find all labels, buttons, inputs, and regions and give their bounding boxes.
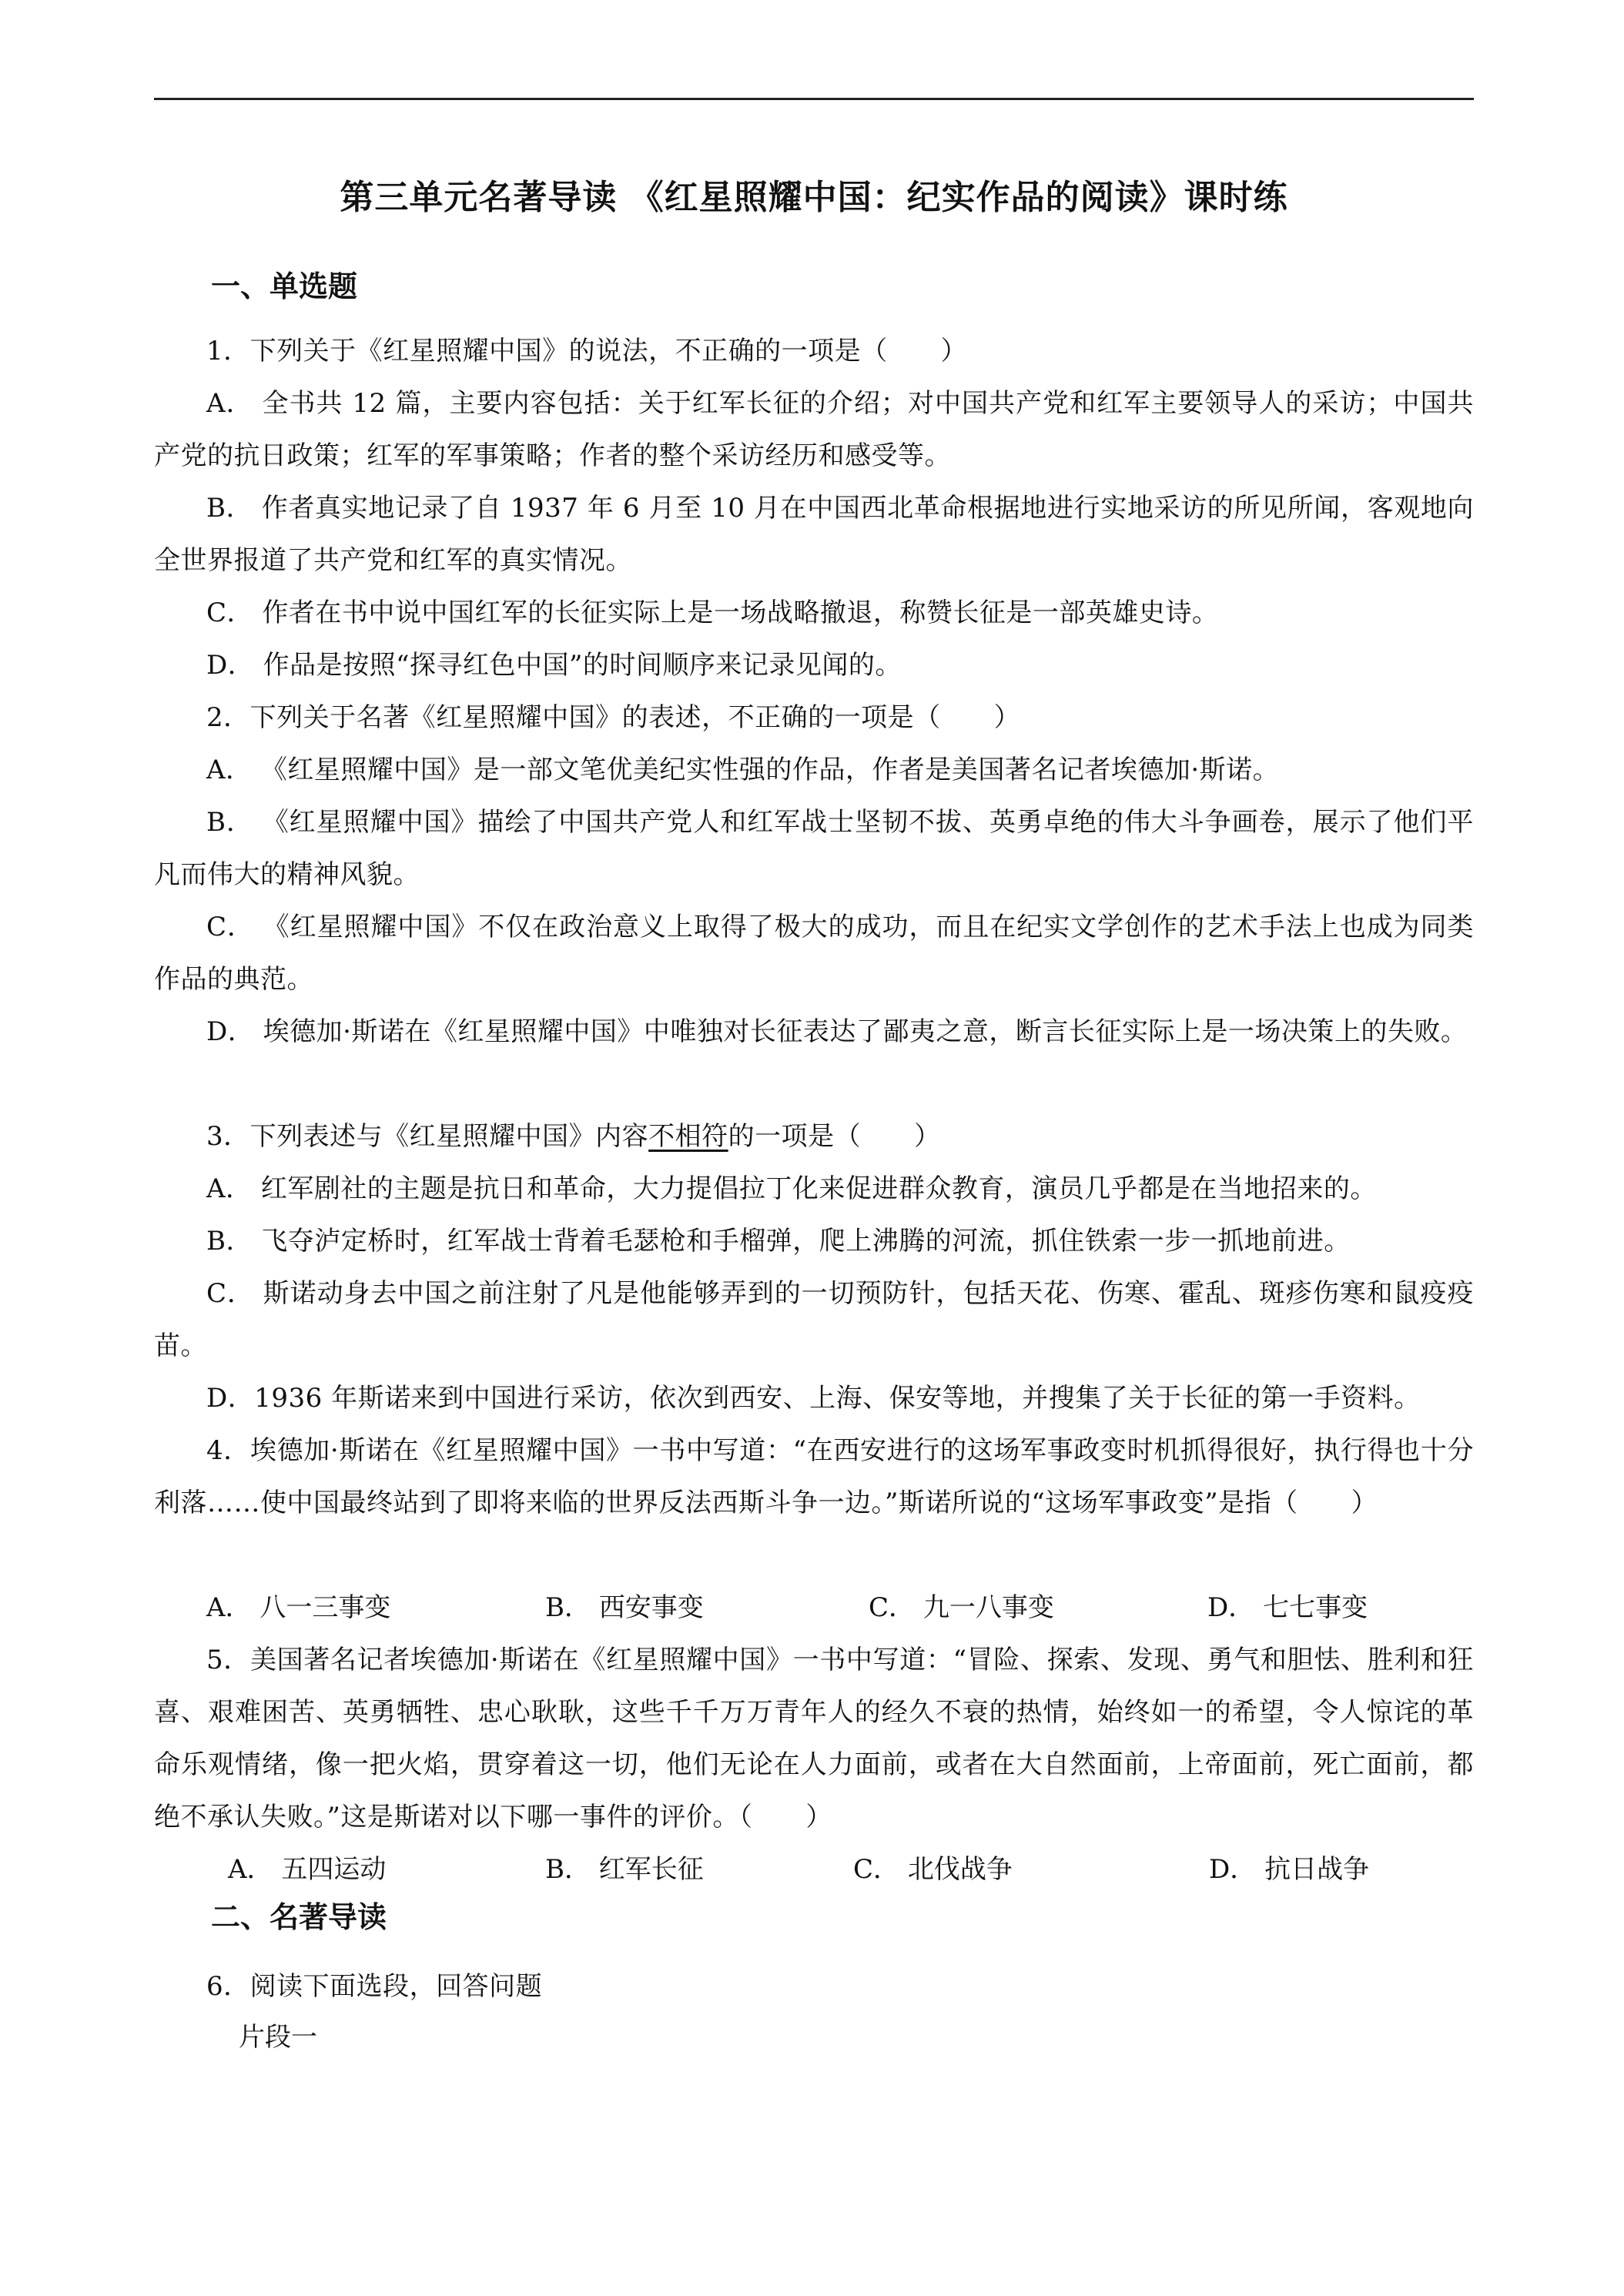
question-5-option-d: D． 抗日战争 bbox=[1209, 1854, 1370, 1885]
question-5-option-b: B． 红军长征 bbox=[545, 1854, 704, 1885]
question-6-fragment-label: 片段一 bbox=[239, 2022, 317, 2053]
question-2-option-a: A． 《红星照耀中国》是一部文笔优美纪实性强的作品，作者是美国著名记者埃德加·斯诺。 bbox=[206, 755, 1280, 785]
question-5-stem: 5．美国著名记者埃德加·斯诺在《红星照耀中国》一书中写道：“冒险、探索、发现、勇气和胆怯、胜利和狂喜、艰难困苦、英勇牺牲、忠心耿耿，这些千千万万青年人的经久不衰的热情，始终如一的希望，令人惊诧的革命乐观情绪，像一把火焰，贯穿着这一切，他们无论在人力面前，或者在大自然面前，上帝面前，死亡面前，都绝不承认失败。”这是斯诺对以下哪一事件的评价。（ ） bbox=[154, 1645, 1474, 1832]
question-5-options bbox=[228, 1843, 1491, 1896]
question-4-option-b: B． 西安事变 bbox=[545, 1592, 704, 1623]
question-1-option-b: B． 作者真实地记录了自 1937 年 6 月至 10 月在中国西北革命根据地进行实地采访的所见所闻，客观地向全世界报道了共产党和红军的真实情况。 bbox=[154, 493, 1474, 576]
question-4-options bbox=[206, 1581, 1469, 1634]
question-1-option-d: D． 作品是按照“探寻红色中国”的时间顺序来记录见闻的。 bbox=[206, 650, 902, 681]
question-5-option-a: A． 五四运动 bbox=[228, 1854, 387, 1885]
question-2-option-c: C． 《红星照耀中国》不仅在政治意义上取得了极大的成功，而且在纪实文学创作的艺术手法上也成为同类作品的典范。 bbox=[154, 912, 1474, 995]
question-1-option-c: C． 作者在书中说中国红军的长征实际上是一场战略撤退，称赞长征是一部英雄史诗。 bbox=[206, 597, 1219, 628]
question-5-option-c: C． 北伐战争 bbox=[853, 1854, 1013, 1885]
question-3-option-d: D．1936 年斯诺来到中国进行采访，依次到西安、上海、保安等地，并搜集了关于长征的第一手资料。 bbox=[206, 1383, 1421, 1414]
question-4-option-c: C． 九一八事变 bbox=[869, 1592, 1054, 1623]
question-6-stem: 6．阅读下面选段，回答问题 bbox=[206, 1971, 543, 2002]
question-4-option-d: D． 七七事变 bbox=[1207, 1592, 1368, 1623]
question-1-stem: 1．下列关于《红星照耀中国》的说法，不正确的一项是（ ） bbox=[206, 336, 968, 366]
question-3-underlined-keyword: 不相符 bbox=[648, 1121, 728, 1152]
section-heading-classics-reading: 二、名著导读 bbox=[211, 1900, 387, 1934]
question-4-stem: 4．埃德加·斯诺在《红星照耀中国》一书中写道：“在西安进行的这场军事政变时机抓得很好，执行得也十分利落……使中国最终站到了即将来临的世界反法西斯斗争一边。”斯诺所说的“这场军事政变”是指（ ） bbox=[154, 1435, 1474, 1518]
question-2-option-d: D． 埃德加·斯诺在《红星照耀中国》中唯独对长征表达了鄙夷之意，断言长征实际上是一场决策上的失败。 bbox=[206, 1016, 1468, 1047]
question-3-stem-suffix: 的一项是（ ） bbox=[728, 1121, 941, 1152]
question-3-option-a: A． 红军剧社的主题是抗日和革命，大力提倡拉丁化来促进群众教育，演员几乎都是在当地招来的。 bbox=[206, 1173, 1377, 1204]
page-title: 第三单元名著导读 《红星照耀中国：纪实作品的阅读》课时练 bbox=[340, 178, 1288, 217]
question-1-option-a: A． 全书共 12 篇，主要内容包括：关于红军长征的介绍；对中国共产党和红军主要领导人的采访；中国共产党的抗日政策；红军的军事策略；作者的整个采访经历和感受等。 bbox=[154, 388, 1474, 471]
question-3-stem-prefix: 3．下列表述与《红星照耀中国》内容 bbox=[206, 1121, 649, 1152]
question-2-option-b: B． 《红星照耀中国》描绘了中国共产党人和红军战士坚韧不拔、英勇卓绝的伟大斗争画卷，展示了他们平凡而伟大的精神风貌。 bbox=[154, 807, 1474, 890]
section-heading-single-choice: 一、单选题 bbox=[211, 269, 358, 303]
question-3-option-b: B． 飞夺泸定桥时，红军战士背着毛瑟枪和手榴弹，爬上沸腾的河流，抓住铁索一步一抓地前进。 bbox=[206, 1226, 1351, 1257]
header-rule bbox=[154, 98, 1474, 100]
question-4-option-a: A． 八一三事变 bbox=[206, 1592, 391, 1623]
question-2-stem: 2．下列关于名著《红星照耀中国》的表述，不正确的一项是（ ） bbox=[206, 702, 1021, 733]
question-3-option-c: C． 斯诺动身去中国之前注射了凡是他能够弄到的一切预防针，包括天花、伤寒、霍乱、斑疹伤寒和鼠疫疫苗。 bbox=[154, 1278, 1474, 1361]
question-3-stem bbox=[154, 1110, 1474, 1163]
